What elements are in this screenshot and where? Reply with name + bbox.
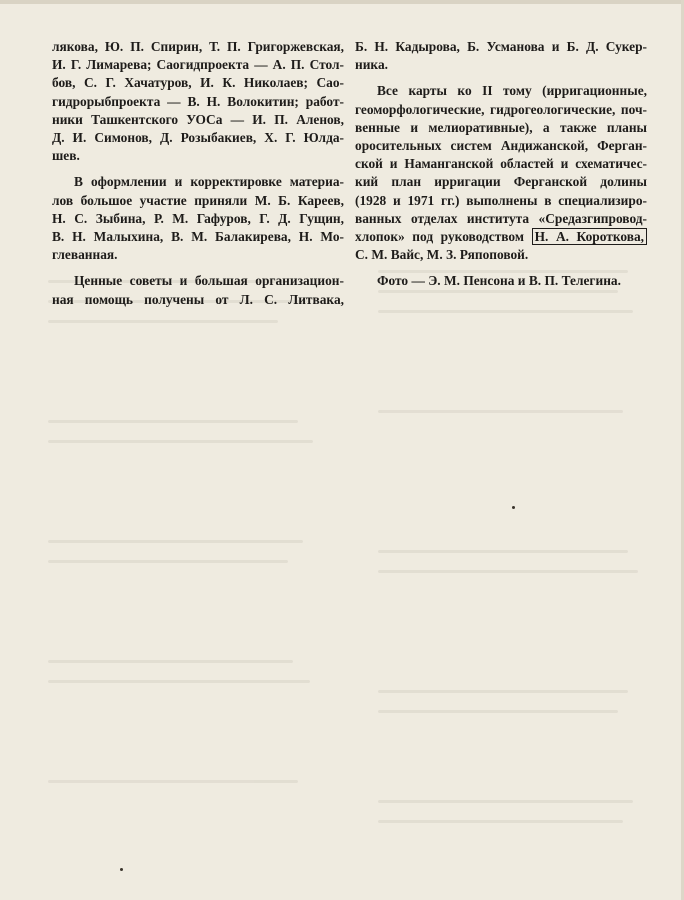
line-prefix: хлопок» под руководством	[355, 229, 524, 245]
boxed-name: Н. А. Короткова,	[532, 228, 647, 245]
text-line: ской и Наманганской областей и схематичес-	[355, 156, 647, 172]
text-line: оросительных систем Андижанской, Ферган-	[355, 138, 647, 154]
text-line: Б. Н. Кадырова, Б. Усманова и Б. Д. Сукер-	[355, 39, 647, 54]
text-line: В оформлении и корректировке материа-	[74, 174, 344, 190]
text-line: ванных отделах института «Средазгипровод-	[355, 210, 647, 226]
text-line: лякова, Ю. П. Спирин, Т. П. Григоржевская,	[52, 39, 344, 54]
text-line: ника.	[355, 57, 388, 73]
text-line: глеванная.	[52, 247, 118, 263]
paragraph-credits-organizations	[52, 38, 344, 165]
text-line: В. Н. Малыхина, В. М. Балакирева, Н. Мо-	[52, 229, 344, 245]
photo-credit	[355, 272, 647, 290]
text-line: Ценные советы и большая организацион-	[74, 273, 344, 289]
text-line: ники Ташкентского УОСа — И. П. Аленов,	[52, 111, 344, 127]
text-line: гидрорыбпроекта — В. Н. Волокитин; работ-	[52, 93, 344, 109]
paragraph-continuation	[355, 38, 647, 74]
text-line: Все карты ко II тому (ирригационные,	[377, 83, 647, 99]
text-line: С. М. Вайс, М. З. Ряпоповой.	[355, 247, 529, 263]
speck-mark	[120, 868, 123, 871]
bleed-through-text	[38, 240, 644, 880]
text-line: (1928 и 1971 гг.) выполнены в специализиро-	[355, 192, 647, 208]
text-line: лов большое участие приняли М. Б. Кареев,	[52, 192, 344, 208]
text-line: И. Г. Лимарева; Саогидпроекта — А. П. Стол-	[52, 57, 344, 73]
text-line: шев.	[52, 148, 80, 164]
paragraph-design-credits	[52, 173, 344, 264]
text-line: ная помощь получены от Л. С. Литвака,	[52, 291, 344, 307]
text-line: кий план ирригации Ферганской долины	[355, 174, 647, 190]
paragraph-maps-credits	[355, 82, 647, 264]
speck-mark	[512, 506, 515, 509]
text-line: венные и мелиоративные), а также планы	[355, 119, 647, 135]
text-line: Фото — Э. М. Пенсона и В. П. Телегина.	[377, 273, 621, 289]
text-line: геоморфологические, гидрогеологические, поч-	[355, 101, 647, 117]
text-line: Д. И. Симонов, Д. Розыбакиев, Х. Г. Юлда-	[52, 130, 344, 146]
right-column	[355, 38, 647, 291]
text-line	[355, 228, 647, 246]
text-line: Н. С. Зыбина, Р. М. Гафуров, Г. Д. Гущин,	[52, 210, 344, 226]
left-column	[52, 38, 344, 309]
paragraph-advice-credits	[52, 272, 344, 308]
text-line: бов, С. Г. Хачатуров, И. К. Николаев; Сао-	[52, 75, 344, 91]
scan-edge-top	[0, 0, 684, 4]
